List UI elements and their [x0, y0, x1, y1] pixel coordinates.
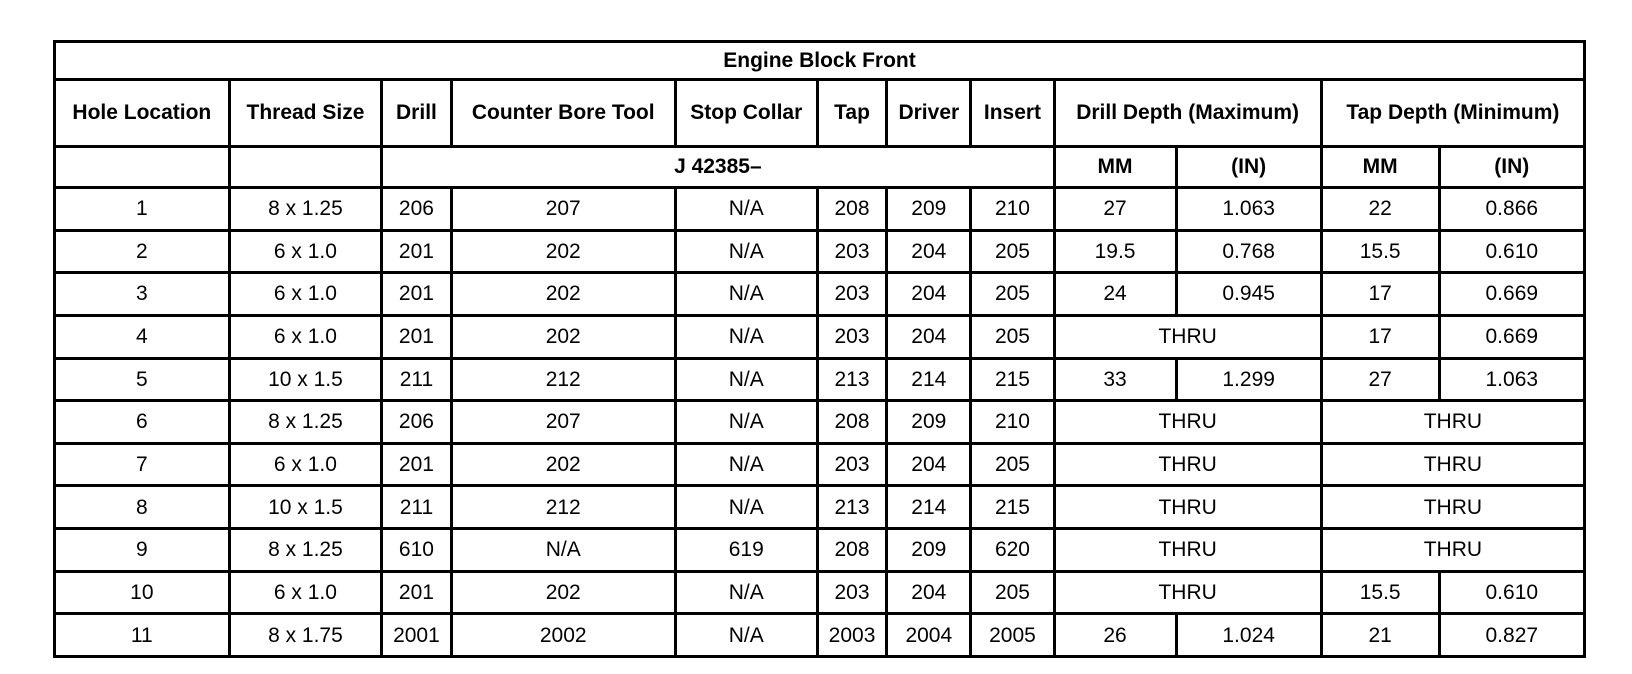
counter-bore-tool-cell: 202 [451, 315, 675, 358]
table-row [55, 188, 1585, 231]
stop-collar-cell: N/A [675, 571, 817, 614]
tap-depth-cell: THRU [1321, 529, 1584, 572]
thread-size-cell: 10 x 1.5 [229, 358, 382, 401]
drill-depth-in-cell: 1.024 [1176, 614, 1321, 657]
blank-cell [55, 147, 230, 188]
table-row [55, 273, 1585, 316]
tap-depth-in-cell: 1.063 [1439, 358, 1584, 401]
stop-collar-cell: N/A [675, 614, 817, 657]
hole-location-cell: 10 [55, 571, 230, 614]
thread-size-cell: 6 x 1.0 [229, 571, 382, 614]
header-drill-depth: Drill Depth (Maximum) [1054, 80, 1321, 147]
insert-cell: 205 [971, 315, 1054, 358]
drill-depth-mm-cell: 24 [1054, 273, 1176, 316]
driver-cell: 214 [887, 358, 971, 401]
drill-depth-cell: THRU [1054, 443, 1321, 486]
drill-cell: 211 [382, 486, 451, 529]
drill-cell: 206 [382, 188, 451, 231]
driver-cell: 209 [887, 188, 971, 231]
driver-cell: 209 [887, 529, 971, 572]
counter-bore-tool-cell: 2002 [451, 614, 675, 657]
tap-depth-in-cell: 0.866 [1439, 188, 1584, 231]
drill-depth-unit-mm: MM [1054, 147, 1176, 188]
drill-depth-in-cell: 0.768 [1176, 230, 1321, 273]
header-stop-collar: Stop Collar [675, 80, 817, 147]
drill-depth-cell: THRU [1054, 315, 1321, 358]
header-insert: Insert [971, 80, 1054, 147]
driver-cell: 204 [887, 571, 971, 614]
table-row [55, 401, 1585, 444]
header-tap: Tap [817, 80, 886, 147]
driver-cell: 204 [887, 230, 971, 273]
hole-location-cell: 8 [55, 486, 230, 529]
thread-size-cell: 6 x 1.0 [229, 315, 382, 358]
table-row [55, 614, 1585, 657]
tap-depth-mm-cell: 15.5 [1321, 571, 1439, 614]
stop-collar-cell: N/A [675, 315, 817, 358]
thread-size-cell: 8 x 1.25 [229, 529, 382, 572]
hole-location-cell: 7 [55, 443, 230, 486]
stop-collar-cell: N/A [675, 401, 817, 444]
table-row [55, 486, 1585, 529]
drill-depth-cell: THRU [1054, 486, 1321, 529]
tap-cell: 213 [817, 358, 886, 401]
hole-location-cell: 3 [55, 273, 230, 316]
drill-depth-mm-cell: 19.5 [1054, 230, 1176, 273]
tap-depth-mm-cell: 15.5 [1321, 230, 1439, 273]
table-title: Engine Block Front [55, 42, 1585, 80]
thread-size-cell: 8 x 1.75 [229, 614, 382, 657]
stop-collar-cell: N/A [675, 486, 817, 529]
hole-location-cell: 9 [55, 529, 230, 572]
drill-depth-in-cell: 0.945 [1176, 273, 1321, 316]
insert-cell: 2005 [971, 614, 1054, 657]
thread-size-cell: 6 x 1.0 [229, 443, 382, 486]
header-counter-bore-tool: Counter Bore Tool [451, 80, 675, 147]
hole-location-cell: 5 [55, 358, 230, 401]
blank-cell [229, 147, 382, 188]
tap-cell: 208 [817, 529, 886, 572]
driver-cell: 204 [887, 315, 971, 358]
tap-cell: 2003 [817, 614, 886, 657]
tap-depth-in-cell: 0.610 [1439, 230, 1584, 273]
tap-depth-mm-cell: 17 [1321, 273, 1439, 316]
table-row [55, 529, 1585, 572]
drill-depth-unit-in: (IN) [1176, 147, 1321, 188]
table-row [55, 230, 1585, 273]
tap-depth-in-cell: 0.610 [1439, 571, 1584, 614]
drill-depth-mm-cell: 26 [1054, 614, 1176, 657]
tap-depth-unit-in: (IN) [1439, 147, 1584, 188]
drill-cell: 2001 [382, 614, 451, 657]
insert-cell: 215 [971, 486, 1054, 529]
stop-collar-cell: N/A [675, 358, 817, 401]
driver-cell: 214 [887, 486, 971, 529]
tap-depth-cell: THRU [1321, 401, 1584, 444]
drill-depth-mm-cell: 33 [1054, 358, 1176, 401]
driver-cell: 2004 [887, 614, 971, 657]
header-drill: Drill [382, 80, 451, 147]
tap-cell: 208 [817, 401, 886, 444]
counter-bore-tool-cell: 202 [451, 571, 675, 614]
hole-location-cell: 6 [55, 401, 230, 444]
header-thread-size: Thread Size [229, 80, 382, 147]
tap-cell: 203 [817, 315, 886, 358]
counter-bore-tool-cell: N/A [451, 529, 675, 572]
counter-bore-tool-cell: 202 [451, 443, 675, 486]
drill-cell: 610 [382, 529, 451, 572]
tap-cell: 203 [817, 273, 886, 316]
tap-depth-mm-cell: 22 [1321, 188, 1439, 231]
tap-depth-in-cell: 0.669 [1439, 315, 1584, 358]
counter-bore-tool-cell: 212 [451, 486, 675, 529]
insert-cell: 205 [971, 443, 1054, 486]
drill-cell: 201 [382, 443, 451, 486]
tap-depth-mm-cell: 21 [1321, 614, 1439, 657]
table-row [55, 315, 1585, 358]
tap-cell: 203 [817, 571, 886, 614]
stop-collar-cell: N/A [675, 188, 817, 231]
table-body [55, 188, 1585, 657]
drill-cell: 201 [382, 230, 451, 273]
drill-depth-in-cell: 1.299 [1176, 358, 1321, 401]
drill-cell: 211 [382, 358, 451, 401]
thread-size-cell: 10 x 1.5 [229, 486, 382, 529]
insert-cell: 215 [971, 358, 1054, 401]
hole-location-cell: 1 [55, 188, 230, 231]
tool-prefix: J 42385– [382, 147, 1054, 188]
hole-location-cell: 4 [55, 315, 230, 358]
counter-bore-tool-cell: 202 [451, 230, 675, 273]
header-driver: Driver [887, 80, 971, 147]
tap-depth-in-cell: 0.669 [1439, 273, 1584, 316]
counter-bore-tool-cell: 207 [451, 188, 675, 231]
drill-depth-cell: THRU [1054, 401, 1321, 444]
table-row [55, 571, 1585, 614]
drill-cell: 201 [382, 571, 451, 614]
insert-cell: 620 [971, 529, 1054, 572]
tap-cell: 203 [817, 443, 886, 486]
drill-depth-in-cell: 1.063 [1176, 188, 1321, 231]
insert-cell: 210 [971, 188, 1054, 231]
counter-bore-tool-cell: 212 [451, 358, 675, 401]
tap-cell: 208 [817, 188, 886, 231]
stop-collar-cell: N/A [675, 273, 817, 316]
stop-collar-cell: 619 [675, 529, 817, 572]
insert-cell: 205 [971, 273, 1054, 316]
header-hole-location: Hole Location [55, 80, 230, 147]
driver-cell: 204 [887, 273, 971, 316]
drill-cell: 201 [382, 315, 451, 358]
insert-cell: 205 [971, 571, 1054, 614]
tap-depth-mm-cell: 17 [1321, 315, 1439, 358]
tap-depth-in-cell: 0.827 [1439, 614, 1584, 657]
thread-size-cell: 6 x 1.0 [229, 273, 382, 316]
counter-bore-tool-cell: 207 [451, 401, 675, 444]
thread-size-cell: 8 x 1.25 [229, 401, 382, 444]
table-row [55, 358, 1585, 401]
drill-cell: 206 [382, 401, 451, 444]
hole-location-cell: 11 [55, 614, 230, 657]
counter-bore-tool-cell: 202 [451, 273, 675, 316]
drill-cell: 201 [382, 273, 451, 316]
table-row [55, 443, 1585, 486]
thread-size-cell: 8 x 1.25 [229, 188, 382, 231]
tap-cell: 203 [817, 230, 886, 273]
insert-cell: 210 [971, 401, 1054, 444]
tap-cell: 213 [817, 486, 886, 529]
drill-depth-cell: THRU [1054, 571, 1321, 614]
tap-depth-cell: THRU [1321, 443, 1584, 486]
thread-size-cell: 6 x 1.0 [229, 230, 382, 273]
drill-depth-mm-cell: 27 [1054, 188, 1176, 231]
insert-cell: 205 [971, 230, 1054, 273]
drill-depth-cell: THRU [1054, 529, 1321, 572]
tap-depth-unit-mm: MM [1321, 147, 1439, 188]
stop-collar-cell: N/A [675, 443, 817, 486]
stop-collar-cell: N/A [675, 230, 817, 273]
tap-depth-mm-cell: 27 [1321, 358, 1439, 401]
driver-cell: 204 [887, 443, 971, 486]
engine-block-front-table [53, 40, 1586, 658]
tap-depth-cell: THRU [1321, 486, 1584, 529]
header-tap-depth: Tap Depth (Minimum) [1321, 80, 1584, 147]
driver-cell: 209 [887, 401, 971, 444]
hole-location-cell: 2 [55, 230, 230, 273]
